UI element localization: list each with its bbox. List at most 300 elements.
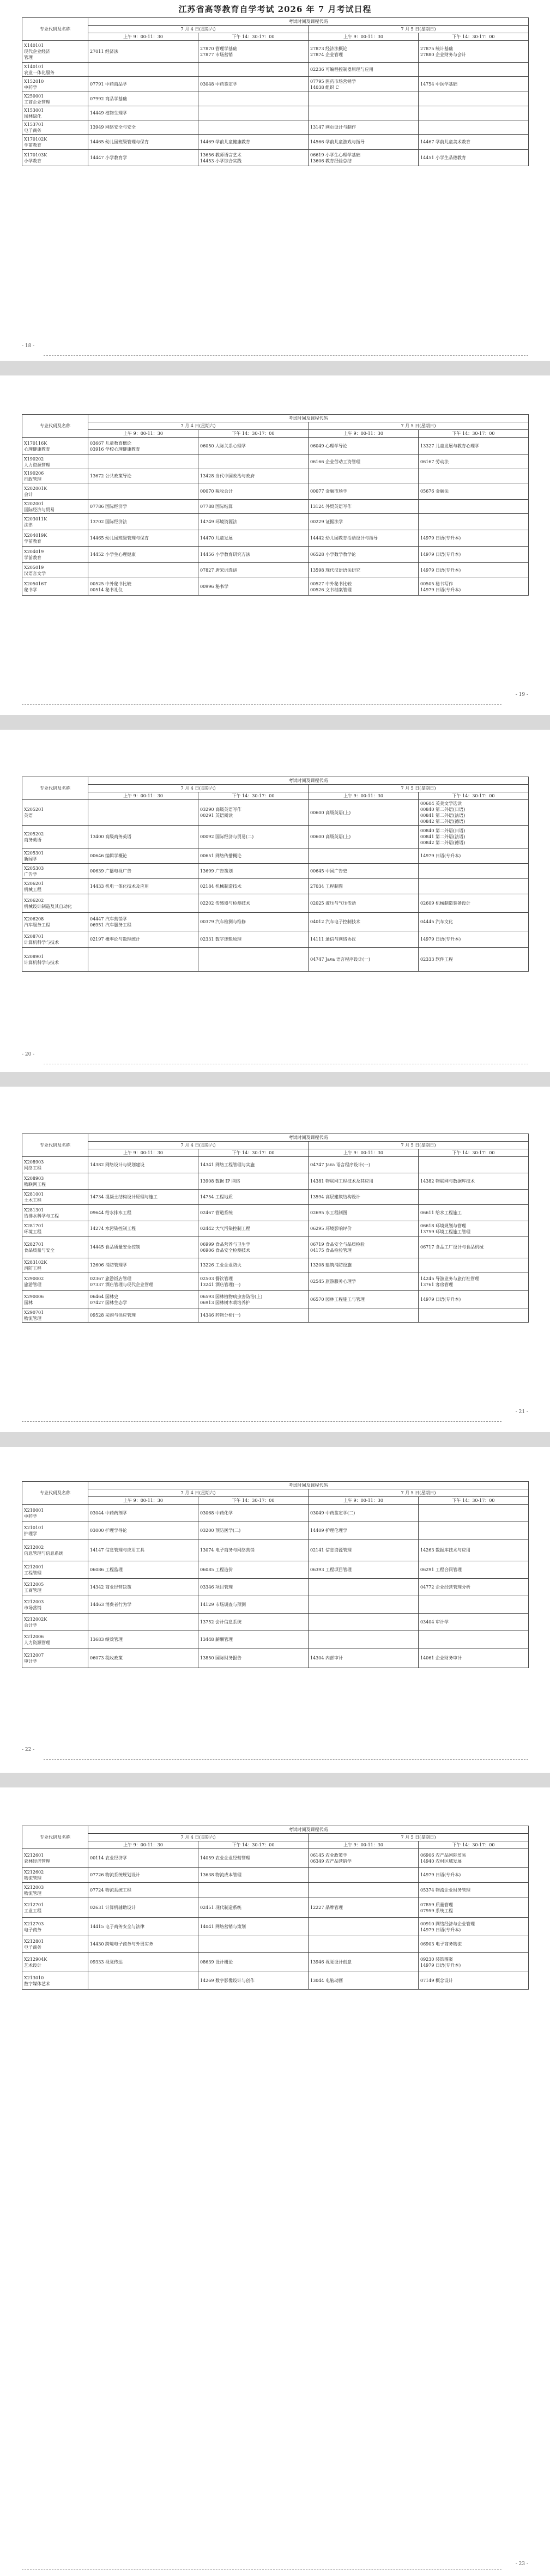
footer-rule (22, 704, 501, 705)
major-line: X202001K (24, 486, 47, 491)
course-entry: 02609 机械制造装备设计 (420, 901, 470, 906)
course-entry: 05676 金融法 (420, 489, 449, 494)
course-entry: 06464 园林史 (90, 1294, 118, 1299)
major-line: 机械工程 (24, 887, 41, 892)
major-line: 工程管理 (24, 1570, 41, 1575)
course-cell (88, 41, 198, 63)
major-line: 农林经济管理 (24, 1858, 50, 1864)
major-line: 中药学 (24, 84, 37, 90)
course-cell (198, 1237, 309, 1258)
course-cell (419, 1258, 529, 1272)
course-cell (88, 1883, 198, 1898)
course-entry: 02695 水工程制图 (310, 1210, 347, 1215)
course-entry: 03049 中药鉴定学(二) (310, 1511, 355, 1516)
course-entry: 14342 商业经营决策 (90, 1585, 131, 1590)
major-cell (22, 1972, 88, 1990)
course-cell (309, 1883, 419, 1898)
course-entry: 06291 工程合同管理 (420, 1567, 462, 1572)
course-entry: 00600 高级英语(上) (310, 834, 351, 839)
course-cell (88, 455, 198, 469)
course-entry: 06166 企业劳动工资管理 (310, 459, 360, 464)
header-row (22, 1134, 529, 1142)
course-entry: 06903 电子商务物流 (420, 1942, 462, 1947)
course-cell (198, 563, 309, 578)
afternoon-session-header: 下午 14：30-17：00 (419, 1841, 529, 1849)
course-cell (198, 913, 309, 931)
major-line: 英语 (24, 813, 33, 818)
course-cell (309, 1272, 419, 1291)
major-line: 物流管理 (24, 1875, 41, 1881)
course-cell (198, 1648, 309, 1668)
major-cell (22, 1221, 88, 1237)
course-cell (309, 1596, 419, 1614)
major-cell (22, 1522, 88, 1539)
course-entry: 14382 网络设计与规划建设 (90, 1162, 144, 1167)
major-line: 电子商务 (24, 128, 41, 133)
course-cell (419, 1614, 529, 1631)
course-cell (309, 1936, 419, 1953)
course-cell (419, 1953, 529, 1972)
major-line: X205202 (24, 831, 44, 837)
course-cell (198, 1614, 309, 1631)
major-line: 现代企业经济 (24, 49, 50, 54)
course-entry: 03068 中药化学 (200, 1511, 233, 1516)
course-cell (419, 578, 529, 596)
course-entry: 09333 视觉传达 (90, 1960, 123, 1965)
course-cell (88, 1936, 198, 1953)
day1-header: 7 月 4 日(星期六) (88, 1834, 309, 1841)
major-line: 秘书学 (24, 587, 37, 592)
major-line: X152010 (24, 78, 44, 84)
course-entry: 14566 学前儿童游戏与指导 (310, 140, 365, 144)
course-cell (419, 120, 529, 135)
major-line: X205019 (24, 565, 44, 570)
course-entry: 14452 小学生心理健康 (90, 552, 136, 557)
course-entry: 07827 唐宋词选讲 (200, 568, 237, 573)
course-cell (419, 1190, 529, 1205)
course-cell (309, 848, 419, 864)
course-cell (88, 63, 198, 77)
course-cell (88, 135, 198, 150)
course-cell (309, 913, 419, 931)
table-row (22, 1157, 529, 1173)
course-cell (309, 1237, 419, 1258)
course-entry: 02184 机械制造技术 (200, 884, 241, 889)
table-row (22, 1258, 529, 1272)
major-line: 物流管理 (24, 1316, 41, 1321)
course-entry: 07788 国际结算 (200, 504, 233, 509)
major-line: X153001 (24, 107, 44, 113)
course-entry: 02442 大气污染控制工程 (200, 1226, 250, 1231)
course-entry: 04175 食品检验管理 (310, 1247, 352, 1253)
afternoon-session-header: 下午 14：30-17：00 (198, 1841, 309, 1849)
page-separator (0, 1432, 550, 1447)
major-cell (22, 1291, 88, 1308)
header-row (22, 1826, 529, 1834)
table-row (22, 1883, 529, 1898)
major-column-header: 专业代码及名称 (22, 1482, 88, 1505)
course-entry: 04747 Java 语言程序设计(一) (310, 957, 371, 962)
course-cell (88, 1221, 198, 1237)
major-line: X212703 (24, 1921, 44, 1926)
course-entry: 06906 农产品国际贸易 (420, 1852, 466, 1858)
course-entry: 00645 中国广告史 (310, 869, 347, 874)
course-cell (309, 1561, 419, 1579)
course-entry: 06167 劳动法 (420, 459, 449, 464)
major-column-header: 专业代码及名称 (22, 18, 88, 41)
day1-header: 7 月 4 日(星期六) (88, 26, 309, 33)
major-line: 市场营销 (24, 1605, 41, 1610)
table-row (22, 500, 529, 514)
course-entry: 07992 商品学基础 (90, 96, 127, 101)
course-cell (88, 1173, 198, 1190)
major-cell (22, 1173, 88, 1190)
course-entry: 13672 公共政策导论 (90, 474, 131, 478)
footer-rule (22, 1421, 501, 1422)
course-entry: 14061 企业财务审计 (420, 1656, 462, 1660)
major-line: 给排水科学与工程 (24, 1213, 59, 1219)
table-row (22, 1918, 529, 1936)
major-cell (22, 1157, 88, 1173)
morning-session-header: 上午 9：00-11：30 (309, 33, 419, 41)
course-cell (309, 1953, 419, 1972)
course-entry: 13759 环境工程施工管理 (420, 1229, 470, 1234)
major-cell (22, 948, 88, 972)
major-line: X212005 (24, 1581, 44, 1587)
major-line: 电子商务 (24, 1944, 41, 1950)
major-line: X212001 (24, 1564, 44, 1569)
afternoon-session-header: 下午 14：30-17：00 (198, 33, 309, 41)
course-cell (419, 1883, 529, 1898)
course-entry: 13752 会计信息系统 (200, 1620, 241, 1625)
table-row (22, 948, 529, 972)
course-entry: 14269 数字影像设计与创作 (200, 1978, 255, 1983)
major-line: 人力资源管理 (24, 1640, 50, 1645)
course-entry: 03346 项目管理 (200, 1585, 233, 1590)
course-entry: 14433 机电一体化技术及应用 (90, 884, 149, 889)
course-entry: 14445 食品质量安全控制 (90, 1245, 140, 1250)
course-cell (198, 864, 309, 879)
table-row (22, 1173, 529, 1190)
course-cell (419, 63, 529, 77)
major-line: 工商企业管理 (24, 99, 50, 105)
course-entry: 13226 工业企业防火 (200, 1263, 241, 1268)
afternoon-session-header: 下午 14：30-17：00 (419, 33, 529, 41)
course-entry: 13448 薪酬管理 (200, 1637, 233, 1642)
course-cell (198, 879, 309, 894)
major-line: 法律 (24, 522, 33, 528)
morning-session-header: 上午 9：00-11：30 (88, 1841, 198, 1849)
major-line: X204019K (24, 532, 47, 538)
course-entry: 06050 人际关系心理学 (200, 444, 246, 448)
major-cell (22, 1579, 88, 1596)
table-row (22, 1221, 529, 1237)
course-entry: 02367 旅游饭店管理 (90, 1276, 131, 1281)
course-entry: 03916 学校心理健康教育 (90, 446, 140, 452)
course-entry: 00840 第二外语(日语) (420, 807, 466, 812)
course-entry: 13761 客房管理 (420, 1282, 453, 1287)
course-cell (88, 848, 198, 864)
table-row (22, 106, 529, 120)
course-cell (309, 63, 419, 77)
course-cell (419, 469, 529, 483)
major-cell (22, 1936, 88, 1953)
course-entry: 12227 品牌管理 (310, 1905, 343, 1910)
course-cell (419, 1898, 529, 1918)
major-line: X210001 (24, 1507, 44, 1513)
date-header-row (22, 26, 529, 33)
table-row (22, 1631, 529, 1648)
morning-session-header: 上午 9：00-11：30 (88, 792, 198, 800)
course-cell (198, 1291, 309, 1308)
table-row (22, 438, 529, 455)
date-header-row (22, 1142, 529, 1149)
course-cell (419, 547, 529, 563)
major-line: X170102K (24, 136, 47, 142)
course-cell (198, 106, 309, 120)
morning-session-header: 上午 9：00-11：30 (309, 1841, 419, 1849)
major-cell (22, 547, 88, 563)
schedule-table (22, 1481, 529, 1668)
course-cell (309, 1190, 419, 1205)
major-column-header: 专业代码及名称 (22, 1826, 88, 1849)
major-line: 审计学 (24, 1658, 37, 1664)
course-cell (88, 483, 198, 500)
major-line: 网络工程 (24, 1165, 41, 1171)
course-entry: 06295 环境影响评价 (310, 1226, 352, 1231)
course-entry: 02503 餐饮管理 (200, 1276, 233, 1281)
table-row (22, 1936, 529, 1953)
course-entry: 13699 广告策划 (200, 869, 233, 874)
course-entry: 13124 外贸英语写作 (310, 504, 352, 509)
major-cell (22, 483, 88, 500)
course-entry: 00527 中外秘书比较 (310, 581, 352, 586)
course-cell (88, 530, 198, 547)
course-entry: 02333 软件工程 (420, 957, 453, 962)
course-cell (88, 1291, 198, 1308)
morning-session-header: 上午 9：00-11：30 (88, 1497, 198, 1505)
day2-header: 7 月 5 日(星期日) (309, 26, 529, 33)
course-cell (309, 514, 419, 530)
date-header-row (22, 422, 529, 430)
course-entry: 14754 工程地质 (200, 1195, 233, 1199)
major-cell (22, 150, 88, 166)
course-cell (419, 1221, 529, 1237)
table-row (22, 913, 529, 931)
course-cell (419, 514, 529, 530)
header-row (22, 415, 529, 422)
course-cell (88, 1918, 198, 1936)
document-title: 江苏省高等教育自学考试 2026 年 7 月考试日程 (178, 4, 372, 14)
course-cell (198, 1539, 309, 1561)
course-cell (419, 483, 529, 500)
schedule-header: 考试时间及课程代码 (88, 18, 529, 26)
course-entry: 14979 日语(专升本) (420, 552, 461, 557)
table-row (22, 150, 529, 166)
course-cell (198, 514, 309, 530)
major-line: 物联网工程 (24, 1181, 46, 1187)
major-line: 汉语言文学 (24, 571, 46, 576)
course-cell (88, 77, 198, 92)
major-line: X203011K (24, 516, 47, 522)
course-cell (309, 1849, 419, 1868)
major-line: 工商管理 (24, 1587, 41, 1593)
major-cell (22, 826, 88, 848)
course-entry: 00525 中外秘书比较 (90, 581, 131, 586)
course-cell (198, 894, 309, 913)
course-entry: 05374 物流企业财务管理 (420, 1888, 470, 1893)
footer-rule (44, 1759, 528, 1760)
course-entry: 06618 环境规划与管理 (420, 1223, 466, 1228)
page-separator (0, 1072, 550, 1087)
course-cell (88, 547, 198, 563)
course-entry: 00604 英美文学选读 (420, 801, 462, 806)
major-line: X212701 (24, 1902, 44, 1907)
page-separator (0, 1773, 550, 1787)
course-cell (88, 1272, 198, 1291)
course-entry: 14245 导游业务与旅行社管理 (420, 1276, 479, 1281)
schedule-header: 考试时间及课程代码 (88, 415, 529, 422)
course-cell (88, 1972, 198, 1990)
morning-session-header: 上午 9：00-11：30 (309, 1149, 419, 1157)
table-row (22, 848, 529, 864)
course-entry: 13656 教师语言艺术 (200, 152, 241, 157)
afternoon-session-header: 下午 14：30-17：00 (198, 430, 309, 438)
course-entry: 13949 网络安全与安全 (90, 125, 136, 130)
course-entry: 06906 食品安全检测技术 (200, 1247, 250, 1253)
course-cell (419, 1522, 529, 1539)
major-line: 工业工程 (24, 1908, 41, 1913)
major-cell (22, 1868, 88, 1883)
course-entry: 02451 现代制造系统 (200, 1905, 241, 1910)
course-entry: 13327 儿童发展与教育心理学 (420, 444, 479, 448)
course-entry: 06049 心理学导论 (310, 444, 347, 448)
page-number: - 18 - (22, 343, 35, 349)
course-entry: 02202 传感器与检测技术 (200, 901, 250, 906)
course-entry: 14447 小学教育学 (90, 155, 127, 160)
major-line: X208903 (24, 1159, 44, 1165)
course-cell (309, 1157, 419, 1173)
major-column-header: 专业代码及名称 (22, 777, 88, 800)
course-cell (309, 1631, 419, 1648)
table-row (22, 800, 529, 826)
course-cell (198, 1868, 309, 1883)
course-cell (88, 864, 198, 879)
major-cell (22, 1631, 88, 1648)
table-row (22, 92, 529, 106)
morning-session-header: 上午 9：00-11：30 (309, 430, 419, 438)
course-cell (419, 438, 529, 455)
table-row (22, 547, 529, 563)
course-entry: 14111 通信与网络协议 (310, 937, 356, 942)
major-cell (22, 514, 88, 530)
table-row (22, 1272, 529, 1291)
course-cell (309, 578, 419, 596)
major-line: X212002 (24, 1544, 44, 1550)
course-entry: 03200 预防医学(二) (200, 1528, 241, 1533)
course-cell (88, 1561, 198, 1579)
course-cell (88, 826, 198, 848)
course-entry: 02025 液压与气压传动 (310, 901, 356, 906)
major-cell (22, 1190, 88, 1205)
schedule-header: 考试时间及课程代码 (88, 1134, 529, 1142)
table-row (22, 1505, 529, 1522)
course-entry: 14274 水污染控制工程 (90, 1226, 136, 1231)
course-cell (419, 848, 529, 864)
course-entry: 14442 幼儿园教育活动设计与指导 (310, 536, 378, 541)
day1-header: 7 月 4 日(星期六) (88, 1489, 309, 1497)
course-entry: 02141 信息资源管理 (310, 1548, 352, 1553)
course-cell (309, 500, 419, 514)
major-cell (22, 530, 88, 547)
major-cell (22, 77, 88, 92)
major-line: X190206 (24, 470, 44, 476)
schedule-table (22, 777, 529, 972)
course-cell (309, 1505, 419, 1522)
course-cell (88, 438, 198, 455)
course-cell (198, 1157, 309, 1173)
course-cell (88, 1539, 198, 1561)
course-cell (309, 1648, 419, 1668)
schedule-table (22, 17, 529, 166)
course-cell (198, 1272, 309, 1291)
page-number: - 22 - (22, 1747, 35, 1753)
course-entry: 13428 当代中国政治与政府 (200, 474, 255, 478)
day1-header: 7 月 4 日(星期六) (88, 1142, 309, 1149)
time-header-row (22, 1149, 529, 1157)
course-cell (198, 800, 309, 826)
major-line: X205303 (24, 865, 44, 871)
course-entry: 06393 工程项目管理 (310, 1567, 352, 1572)
course-entry: 06719 食品安全与品质检验 (310, 1241, 365, 1247)
course-cell (419, 1648, 529, 1668)
major-line: 会计 (24, 492, 33, 497)
major-line: X281001 (24, 1191, 44, 1197)
course-cell (88, 1868, 198, 1883)
major-cell (22, 92, 88, 106)
course-entry: 14129 市场调查与预测 (200, 1602, 246, 1607)
course-cell (419, 150, 529, 166)
course-entry: 00842 第二外语(德语) (420, 840, 466, 845)
major-line: 商务英语 (24, 837, 41, 842)
course-cell (309, 1205, 419, 1221)
course-entry: 14754 中医学基础 (420, 82, 457, 87)
course-cell (309, 1614, 419, 1631)
course-entry: 00842 第二外语(德语) (420, 819, 466, 824)
major-cell (22, 1308, 88, 1323)
course-entry: 07791 中药商品学 (90, 82, 127, 87)
major-line: 土木工程 (24, 1197, 41, 1203)
major-line: X205016T (24, 581, 47, 586)
course-cell (198, 455, 309, 469)
course-cell (198, 1936, 309, 1953)
morning-session-header: 上午 9：00-11：30 (309, 1497, 419, 1505)
major-line: 食品质量与安全 (24, 1247, 55, 1253)
course-cell (198, 469, 309, 483)
course-cell (419, 1936, 529, 1953)
course-cell (419, 1596, 529, 1614)
major-line: X208903 (24, 1175, 44, 1181)
major-cell (22, 1898, 88, 1918)
course-cell (309, 438, 419, 455)
major-line: 农业一体化服务 (24, 70, 55, 75)
table-row (22, 1291, 529, 1308)
course-cell (309, 483, 419, 500)
course-cell (198, 1505, 309, 1522)
course-entry: 14415 电子商务安全与法律 (90, 1924, 144, 1929)
course-entry: 00910 网络经济与企业管理 (420, 1921, 475, 1926)
course-entry: 00646 编辑学概论 (90, 853, 127, 858)
